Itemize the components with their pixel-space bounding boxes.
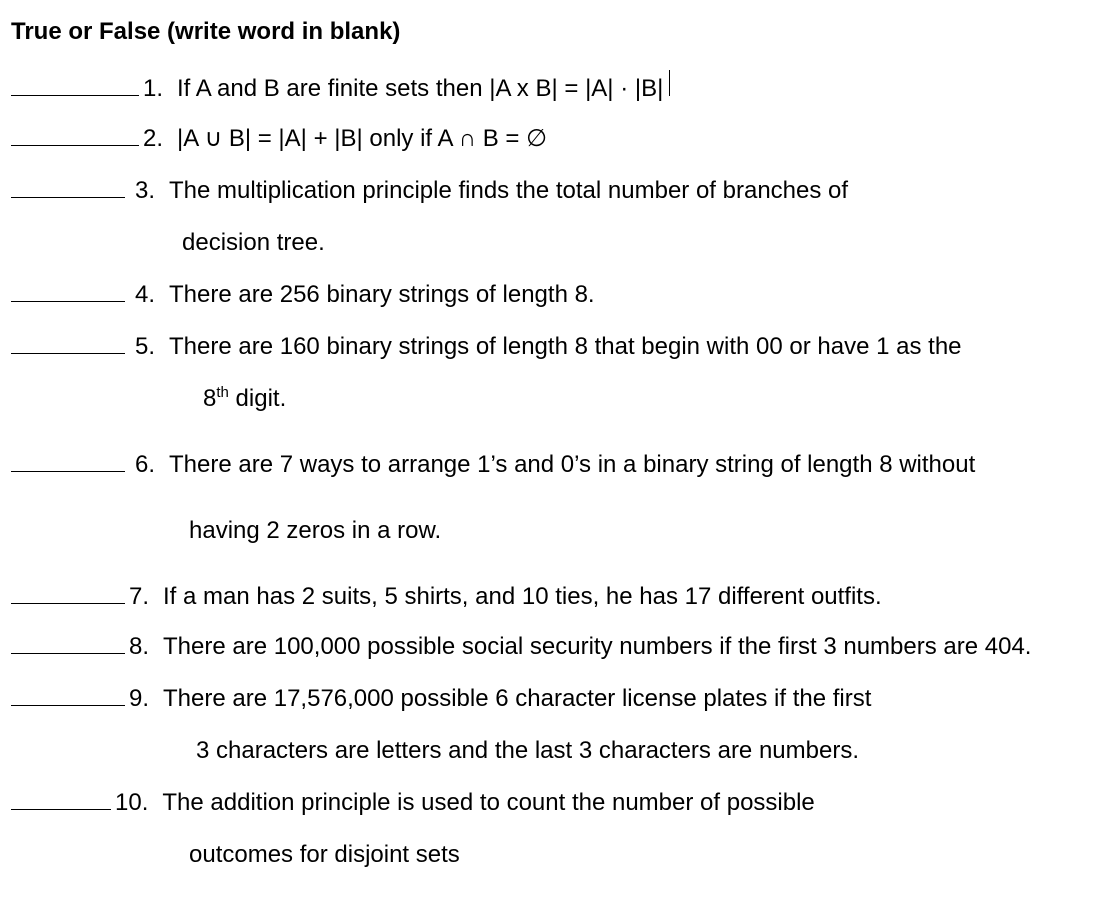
question-6-continuation: having 2 zeros in a row. <box>189 517 442 544</box>
question-text: If A and B are finite sets then |A x B| = |A| · |B| <box>177 75 664 102</box>
question-number: 7. <box>129 583 150 610</box>
question-number: 9. <box>129 685 150 712</box>
answer-blank-1[interactable] <box>11 77 139 96</box>
question-4 <box>11 280 595 310</box>
question-1 <box>11 70 670 104</box>
question-10-continuation: outcomes for disjoint sets <box>189 841 460 868</box>
question-3 <box>11 176 848 206</box>
question-6 <box>11 450 975 480</box>
question-9-continuation: 3 characters are letters and the last 3 characters are numbers. <box>196 737 859 764</box>
question-10 <box>11 788 815 818</box>
question-3-continuation: decision tree. <box>182 229 325 256</box>
question-text: There are 256 binary strings of length 8. <box>169 281 595 308</box>
question-text: There are 160 binary strings of length 8 that begin with 00 or have 1 as the <box>169 333 962 360</box>
question-text: The addition principle is used to count the number of possible <box>162 789 815 816</box>
question-number: 2. <box>143 125 164 152</box>
question-2 <box>11 124 547 154</box>
question-7 <box>11 582 882 612</box>
question-text: The multiplication principle finds the total number of branches of <box>169 177 849 204</box>
question-number: 3. <box>135 177 156 204</box>
question-5 <box>11 332 962 362</box>
question-number: 5. <box>135 333 156 360</box>
continuation-text: digit. <box>228 385 287 412</box>
question-text: There are 7 ways to arrange 1’s and 0’s in a binary string of length 8 without <box>169 451 976 478</box>
question-text: There are 17,576,000 possible 6 character license plates if the first <box>163 685 872 712</box>
question-8 <box>11 632 1031 662</box>
answer-blank-5[interactable] <box>11 335 125 354</box>
ordinal-suffix: th <box>216 384 229 401</box>
answer-blank-9[interactable] <box>11 687 125 706</box>
ordinal-number: 8 <box>203 385 217 412</box>
question-5-continuation <box>203 384 286 414</box>
question-number: 10. <box>115 789 149 816</box>
question-number: 8. <box>129 633 150 660</box>
worksheet-title: True or False (write word in blank) <box>11 18 401 45</box>
question-number: 4. <box>135 281 156 308</box>
answer-blank-10[interactable] <box>11 791 111 810</box>
question-text: |A ∪ B| = |A| + |B| only if A ∩ B = ∅ <box>177 125 547 152</box>
answer-blank-7[interactable] <box>11 585 125 604</box>
question-9 <box>11 684 871 714</box>
question-text: If a man has 2 suits, 5 shirts, and 10 ties, he has 17 different outfits. <box>163 583 882 610</box>
question-number: 1. <box>143 75 164 102</box>
question-number: 6. <box>135 451 156 478</box>
answer-blank-8[interactable] <box>11 635 125 654</box>
text-cursor <box>669 70 670 96</box>
question-text: There are 100,000 possible social security numbers if the first 3 numbers are 404. <box>163 633 1032 660</box>
answer-blank-4[interactable] <box>11 283 125 302</box>
answer-blank-3[interactable] <box>11 179 125 198</box>
answer-blank-2[interactable] <box>11 127 139 146</box>
answer-blank-6[interactable] <box>11 453 125 472</box>
